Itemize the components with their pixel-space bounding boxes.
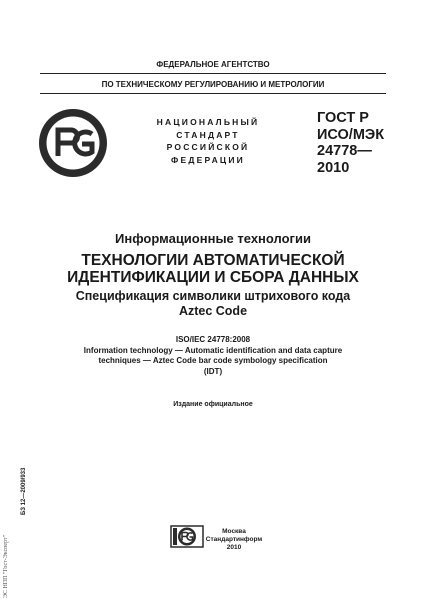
publisher-name: Стандартинформ bbox=[205, 536, 263, 544]
subtitle-line: Aztec Code bbox=[178, 304, 248, 318]
watermark-text: ЭС НПП "Гост-Эксперт" bbox=[3, 534, 9, 598]
document-subject: Информационные технологии bbox=[115, 231, 311, 246]
english-title-line: (IDT) bbox=[203, 366, 223, 376]
document-subtitle bbox=[30, 289, 396, 319]
agency-department: ПО ТЕХНИЧЕСКОМУ РЕГУЛИРОВАНИЮ И МЕТРОЛОГИИ bbox=[101, 80, 325, 89]
publisher-info bbox=[204, 528, 264, 553]
publisher-year: 2010 bbox=[226, 544, 242, 552]
national-line: СТАНДАРТ bbox=[176, 129, 240, 140]
agency-name: ФЕДЕРАЛЬНОЕ АГЕНТСТВО bbox=[156, 60, 270, 69]
rst-circle-logo-icon bbox=[38, 108, 108, 178]
international-reference bbox=[40, 335, 386, 377]
publisher-city: Москва bbox=[222, 528, 246, 535]
designation-line: 24778— bbox=[317, 143, 372, 159]
title-line: ТЕХНОЛОГИИ АВТОМАТИЧЕСКОЙ bbox=[81, 252, 345, 269]
standartinform-logo-icon bbox=[170, 525, 204, 548]
designation-line: ИСО/МЭК bbox=[317, 126, 385, 143]
designation-line: 2010 bbox=[317, 159, 350, 176]
header-divider-bottom bbox=[40, 93, 386, 94]
title-line: ИДЕНТИФИКАЦИИ И СБОРА ДАННЫХ bbox=[67, 269, 359, 286]
standard-designation bbox=[317, 110, 397, 176]
iso-reference: ISO/IEC 24778:2008 bbox=[175, 335, 251, 344]
document-title bbox=[30, 252, 396, 286]
english-title-line: Information technology — Automatic identification and data capture bbox=[83, 345, 343, 355]
national-line: РОССИЙСКОЙ bbox=[166, 142, 250, 152]
national-line: НАЦИОНАЛЬНЫЙ bbox=[156, 117, 260, 127]
national-standard-label bbox=[148, 116, 268, 166]
catalog-code: БЗ 12—2009/933 bbox=[21, 467, 27, 515]
national-line: ФЕДЕРАЦИИ bbox=[171, 154, 245, 165]
english-title-line: techniques — Aztec Code bar code symbology specification bbox=[98, 356, 328, 365]
subtitle-line: Спецификация символики штрихового кода bbox=[75, 289, 351, 303]
edition-label: Издание официальное bbox=[173, 401, 253, 408]
header-divider-top bbox=[40, 73, 386, 74]
designation-line: ГОСТ Р bbox=[317, 110, 369, 126]
